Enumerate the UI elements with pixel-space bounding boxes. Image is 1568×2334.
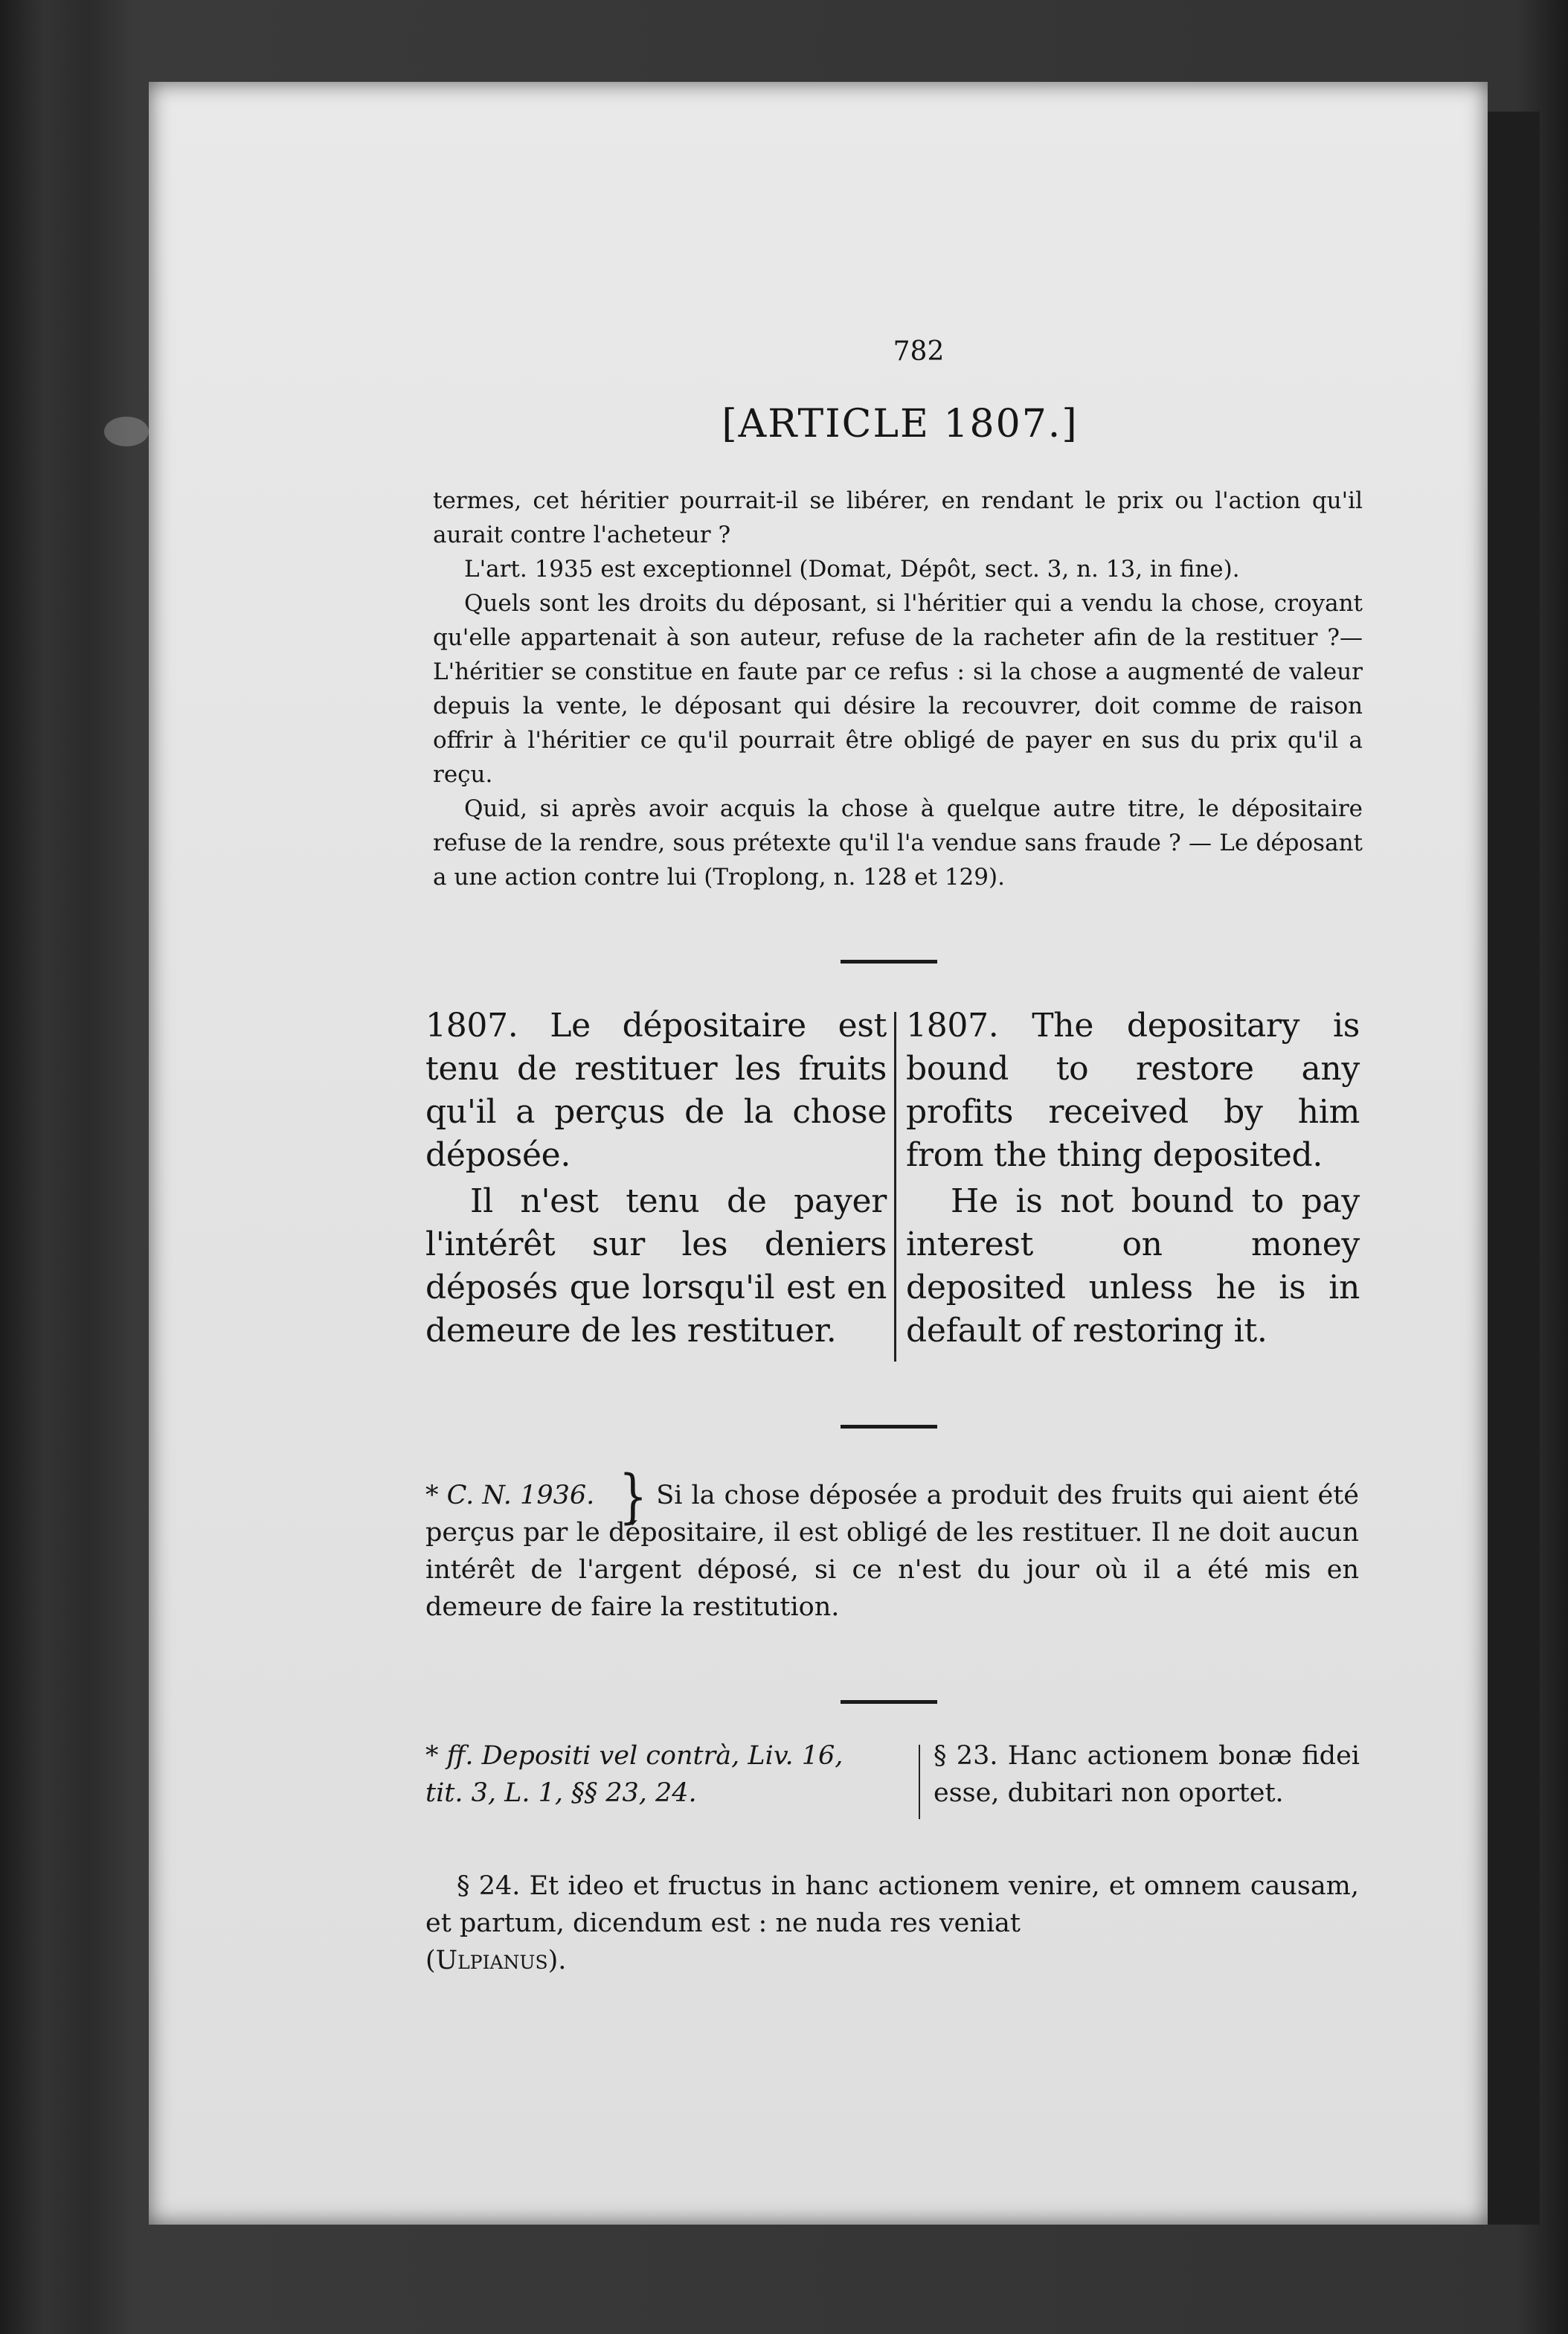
scan-smudge — [104, 417, 149, 446]
section-rule — [841, 1425, 937, 1429]
article-heading: [ARTICLE 1807.] — [722, 402, 1079, 446]
code-note-text: Si la chose déposée a produit des fruits qui aient été perçus par le dépositaire, il est obligé de les restituer. Il ne doit aucun intérêt de l'argent déposé, si ce n'est du jour où il a été mis en demeure de faire la restitution. — [425, 1481, 1359, 1622]
french-column — [425, 1004, 887, 1353]
section-rule — [841, 1700, 937, 1704]
commentary-paragraph: Quels sont les droits du déposant, si l'héritier qui a vendu la chose, croyant qu'elle appartenait à son auteur, refuse de la racheter afin de la restituer ?—L'héritier se constitue en faute par ce refus : si la chose a augmenté de valeur depuis la vente, le déposant qui désire la recouvrer, doit comme de raison offrir à l'héritier ce qu'il pourrait être obligé de payer en sus du prix qu'il a reçu. — [433, 590, 1363, 788]
brace-symbol: } — [619, 1463, 648, 1530]
digest-author: (Ulpianus). — [425, 1946, 567, 1975]
code-napoleon-note — [425, 1463, 1359, 1626]
page-edge-shadow — [1488, 112, 1540, 2225]
commentary-paragraph: termes, cet héritier pourrait-il se libérer, en rendant le prix ou l'action qu'il aurait contre l'acheteur ? — [433, 487, 1363, 548]
code-reference: * C. N. 1936. — [425, 1481, 595, 1510]
commentary-paragraph: L'art. 1935 est exceptionnel (Domat, Dépôt, sect. 3, n. 13, in fine). — [464, 556, 1240, 583]
french-article-text: Il n'est tenu de payer l'intérêt sur les deniers déposés que lorsqu'il est en demeure de les restituer. — [425, 1182, 887, 1350]
commentary-block — [433, 484, 1363, 894]
column-divider — [894, 1012, 896, 1362]
digest-reference — [425, 1737, 864, 1812]
digest-paragraph-24-text: § 24. Et ideo et fructus in hanc actionem venire, et omnem causam, et partum, dicendum est : ne nuda res veniat — [425, 1871, 1359, 1938]
digest-reference-text: * ff. Depositi vel contrà, Liv. 16, tit. 3, L. 1, §§ 23, 24. — [425, 1741, 844, 1808]
english-article-text: 1807. The depositary is bound to restore any profits received by him from the thing deposited. — [906, 1007, 1360, 1174]
english-column — [906, 1004, 1360, 1353]
french-article-text: 1807. Le dépositaire est tenu de restituer les fruits qu'il a perçus de la chose déposée. — [425, 1007, 887, 1174]
english-article-text: He is not bound to pay interest on money deposited unless he is in default of restoring it. — [906, 1182, 1360, 1350]
commentary-paragraph: Quid, si après avoir acquis la chose à quelque autre titre, le dépositaire refuse de la rendre, sous prétexte qu'il l'a vendue sans fraude ? — Le déposant a une action contre lui (Troplong, n. 128 et 129). — [433, 795, 1363, 891]
digest-paragraph-24 — [425, 1867, 1359, 1979]
section-rule — [841, 960, 937, 964]
brace-line — [919, 1745, 920, 1819]
digest-paragraph-23: § 23. Hanc actionem bonæ fidei esse, dubitari non oportet. — [934, 1741, 1360, 1808]
page-number: 782 — [893, 336, 945, 367]
